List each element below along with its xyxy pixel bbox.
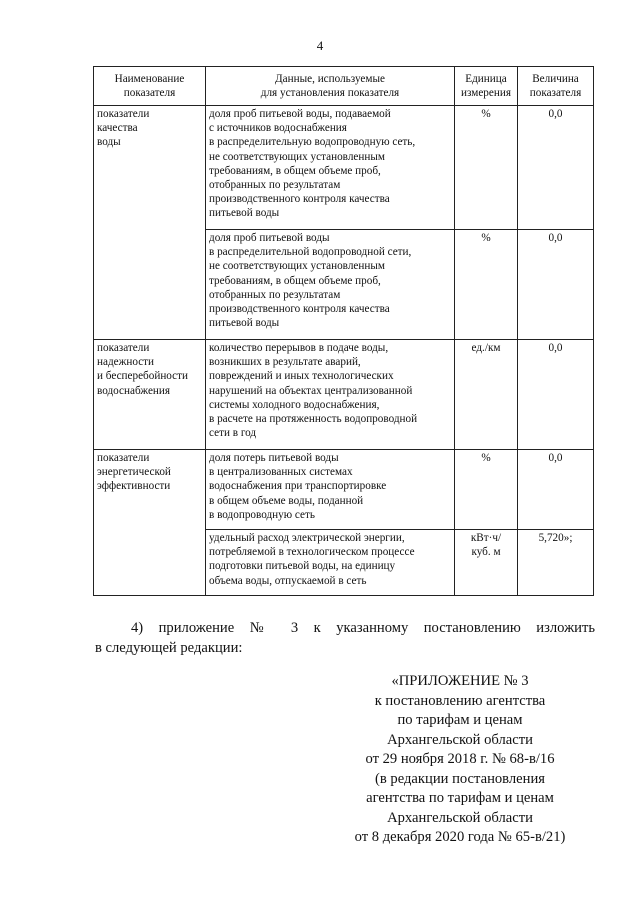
header-unit: Единица измерения [455,67,518,106]
table-row [94,340,594,450]
appendix-title: «ПРИЛОЖЕНИЕ № 3 [391,673,529,689]
row-value: 5,720»; [518,530,594,596]
row-unit: % [455,230,518,340]
row-value: 0,0 [518,450,594,530]
appendix-line: от 29 ноября 2018 г. № 68-в/16 [365,751,555,767]
appendix-header [330,672,590,848]
paragraph-line-2: в следующей редакции: [95,640,243,656]
row-data-description: доля проб питьевой воды в распределительной водопроводной сети, не соответствующих установленным требованиям, в общем объеме проб, отобранных по результатам производственного контроля качества питьевой воды [206,230,455,340]
row-unit: % [455,450,518,530]
appendix-line: к постановлению агентства [374,692,546,709]
page-number: 4 [316,38,324,53]
row-unit: ед./км [455,340,518,450]
appendix-line: от 8 декабря 2020 года № 65-в/21) [354,829,566,845]
header-value: Величина показателя [518,67,594,106]
indicators-table [93,66,594,596]
appendix-line: Архангельской области [387,809,533,826]
appendix-line: агентства по тарифам и ценам [366,790,554,806]
row-data-description: удельный расход электрической энергии, потребляемой в технологическом процессе подготовки питьевой воды, на единицу объема воды, отпускаемой в сеть [206,530,455,596]
row-unit: кВт·ч/ куб. м [455,530,518,596]
row-value: 0,0 [518,106,594,230]
table-header-row [94,67,594,106]
appendix-line: (в редакции постановления [375,770,545,787]
paragraph-line-1: 4) приложение № 3 к указанному постановлению изложить [131,620,595,636]
row-data-description: доля проб питьевой воды, подаваемой с источников водоснабжения в распределительную водопроводную сеть, не соответствующих установленным требованиям, в общем объеме проб, отобранных по результатам производственного контроля качества питьевой воды [206,106,455,230]
appendix-line: Архангельской области [387,731,533,748]
header-indicator-name: Наименование показателя [94,67,206,106]
row-value: 0,0 [518,230,594,340]
row-data-description: доля потерь питьевой воды в централизованных системах водоснабжения при транспортировке в общем объеме воды, поданной в водопроводную сеть [206,450,455,530]
row-value: 0,0 [518,340,594,450]
appendix-line: по тарифам и ценам [397,712,523,728]
group-name-quality: показатели качества воды [94,106,206,340]
row-unit: % [455,106,518,230]
table-row [94,450,594,530]
table-row [94,106,594,230]
amendment-paragraph [95,618,595,658]
row-data-description: количество перерывов в подаче воды, возникших в результате аварий, повреждений и иных технологических нарушений на объектах централизованной системы холодного водоснабжения, в расчете на протяженность водопроводной сети в год [206,340,455,450]
group-name-reliability: показатели надежности и бесперебойности водоснабжения [94,340,206,450]
group-name-energy: показатели энергетической эффективности [94,450,206,596]
header-indicator-data: Данные, используемые для установления показателя [206,67,455,106]
